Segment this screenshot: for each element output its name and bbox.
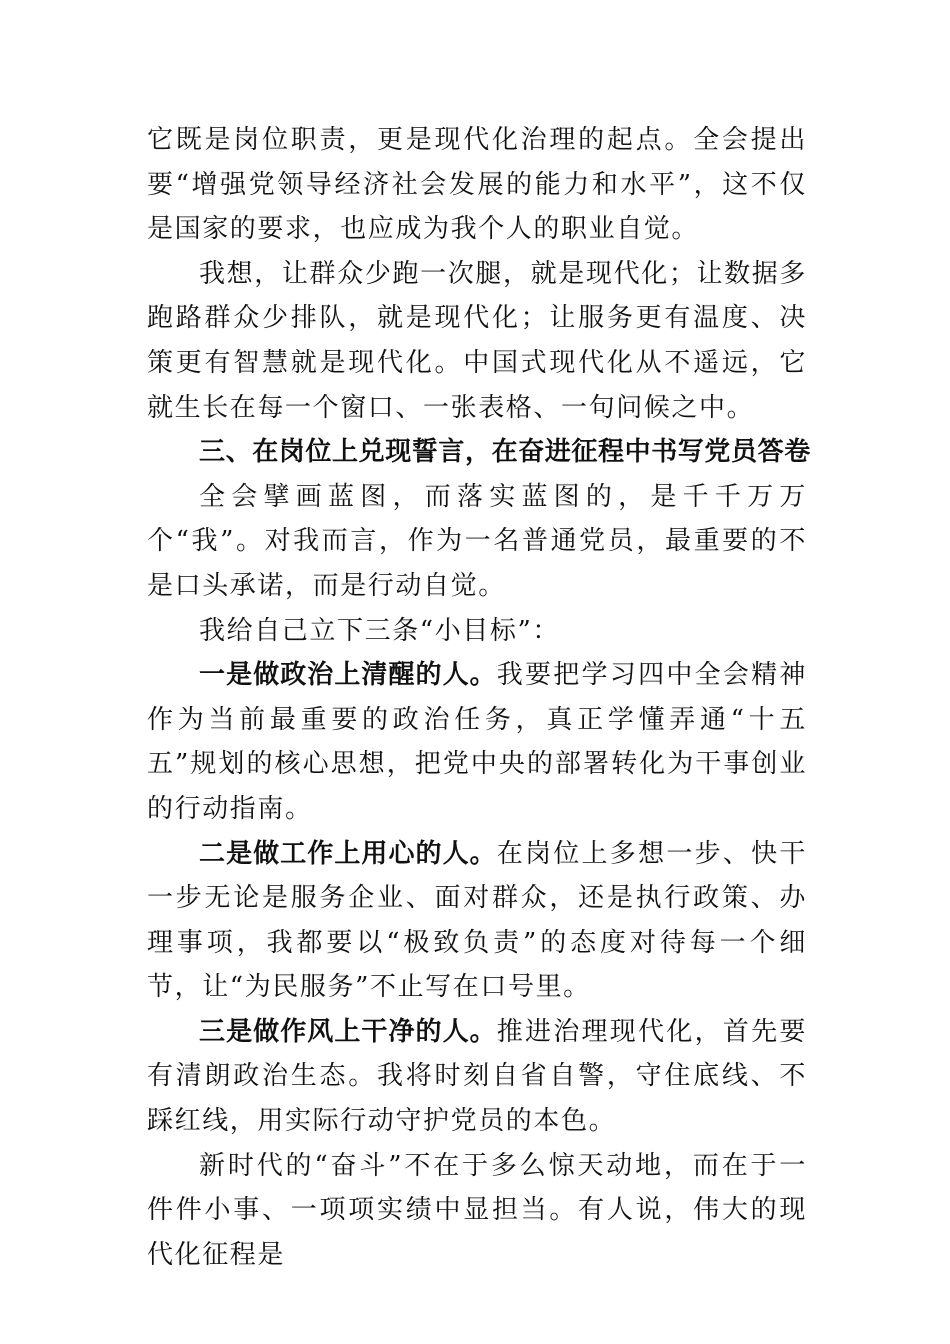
paragraph-goal-1: [147, 653, 807, 831]
goal-1-text: 我要把学习四中全会精神作为当前最重要的政治任务，真正学懂弄通“十五五”规划的核心思想，把党中央的部署转化为干事创业的行动指南。: [147, 660, 807, 824]
paragraph-continuation: 它既是岗位职责，更是现代化治理的起点。全会提出要“增强党领导经济社会发展的能力和水平”，这不仅是国家的要求，也应成为我个人的职业自觉。: [147, 125, 807, 245]
paragraph-goal-3: [147, 1010, 807, 1144]
paragraph-goal-2: [147, 832, 807, 1010]
paragraph-blueprint: 全会擘画蓝图，而落实蓝图的，是千千万万个“我”。对我而言，作为一名普通党员，最重要的不是口头承诺，而是行动自觉。: [147, 481, 807, 601]
goal-2-lead: 二是做工作上用心的人。: [199, 838, 497, 869]
goal-3-lead: 三是做作风上干净的人。: [199, 1016, 497, 1047]
paragraph-modernization: 我想，让群众少跑一次腿，就是现代化；让数据多跑路群众少排队，就是现代化；让服务更有温度、决策更有智慧就是现代化。中国式现代化从不遥远，它就生长在每一个窗口、一张表格、一句问候之中。: [147, 258, 807, 423]
goal-2-text: 在岗位上多想一步、快干一步无论是服务企业、面对群众，还是执行政策、办理事项，我都要以“极致负责”的态度对待每一个细节，让“为民服务”不止写在口号里。: [147, 838, 807, 1003]
section-heading: 三、在岗位上兑现誓言，在奋进征程中书写党员答卷: [199, 437, 811, 468]
document-body: [147, 118, 811, 1277]
goal-1-lead: 一是做政治上清醒的人。: [199, 660, 497, 691]
goal-3-text: 推进治理现代化，首先要有清朗政治生态。我将时刻自省自警，守住底线、不踩红线，用实际行动守护党员的本色。: [147, 1016, 807, 1137]
paragraph-closing: 新时代的“奋斗”不在于多么惊天动地，而在于一件件小事、一项项实绩中显担当。有人说，伟大的现代化征程是: [147, 1150, 807, 1270]
paragraph-goals-intro: 我给自己立下三条“小目标”：: [199, 615, 560, 646]
